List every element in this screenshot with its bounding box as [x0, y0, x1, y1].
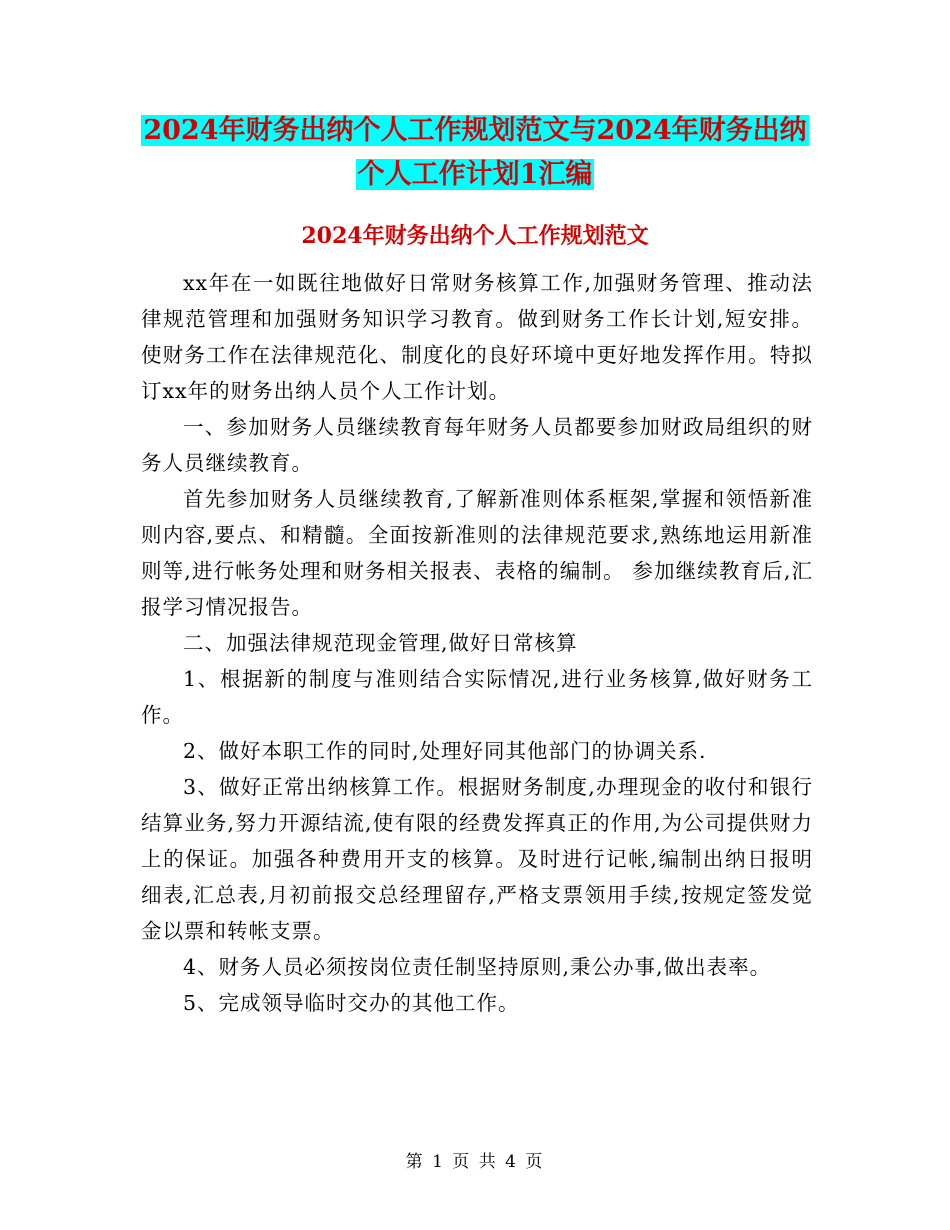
paragraph-item-5: 5、完成领导临时交办的其他工作。 — [183, 991, 520, 1015]
paragraph-heading-1: 一、参加财务人员继续教育每年财务人员都要参加财政局组织的财务人员继续教育。 — [141, 415, 813, 475]
document-title-line-2 — [0, 153, 950, 197]
paragraph-heading-2: 二、加强法律规范现金管理,做好日常核算 — [183, 631, 578, 655]
paragraph-education: 首先参加财务人员继续教育,了解新准则体系框架,掌握和领悟新准则内容,要点、和精髓。全面按新准则的法律规范要求,熟练地运用新准则等,进行帐务处理和财务相关报表、表格的编制。 参加继续教育后,汇报学习情况报告。 — [141, 487, 813, 619]
document-body — [141, 265, 813, 1021]
document-title-text-2: 个人工作计划1汇编 — [357, 159, 593, 190]
paragraph-item-3: 3、做好正常出纳核算工作。根据财务制度,办理现金的收付和银行结算业务,努力开源结流,使有限的经费发挥真正的作用,为公司提供财力上的保证。加强各种费用开支的核算。及时进行记帐,编制出纳日报明细表,汇总表,月初前报交总经理留存,严格支票领用手续,按规定签发觉金以票和转帐支票。 — [141, 775, 813, 943]
document-title-line-1 — [0, 109, 950, 153]
paragraph-intro: xx年在一如既往地做好日常财务核算工作,加强财务管理、推动法律规范管理和加强财务知识学习教育。做到财务工作长计划,短安排。使财务工作在法律规范化、制度化的良好环境中更好地发挥作用。特拟订xx年的财务出纳人员个人工作计划。 — [141, 271, 813, 403]
paragraph-item-2: 2、做好本职工作的同时,处理好同其他部门的协调关系. — [183, 739, 707, 763]
page-number-footer: 第 1 页 共 4 页 — [405, 1152, 545, 1172]
paragraph-item-1: 1、根据新的制度与准则结合实际情况,进行业务核算,做好财务工作。 — [141, 667, 813, 727]
document-title-text-1: 2024年财务出纳个人工作规划范文与2024年财务出纳 — [143, 115, 807, 146]
section-title: 2024年财务出纳个人工作规划范文 — [301, 223, 649, 249]
paragraph-item-4: 4、财务人员必须按岗位责任制坚持原则,秉公办事,做出表率。 — [183, 955, 772, 979]
